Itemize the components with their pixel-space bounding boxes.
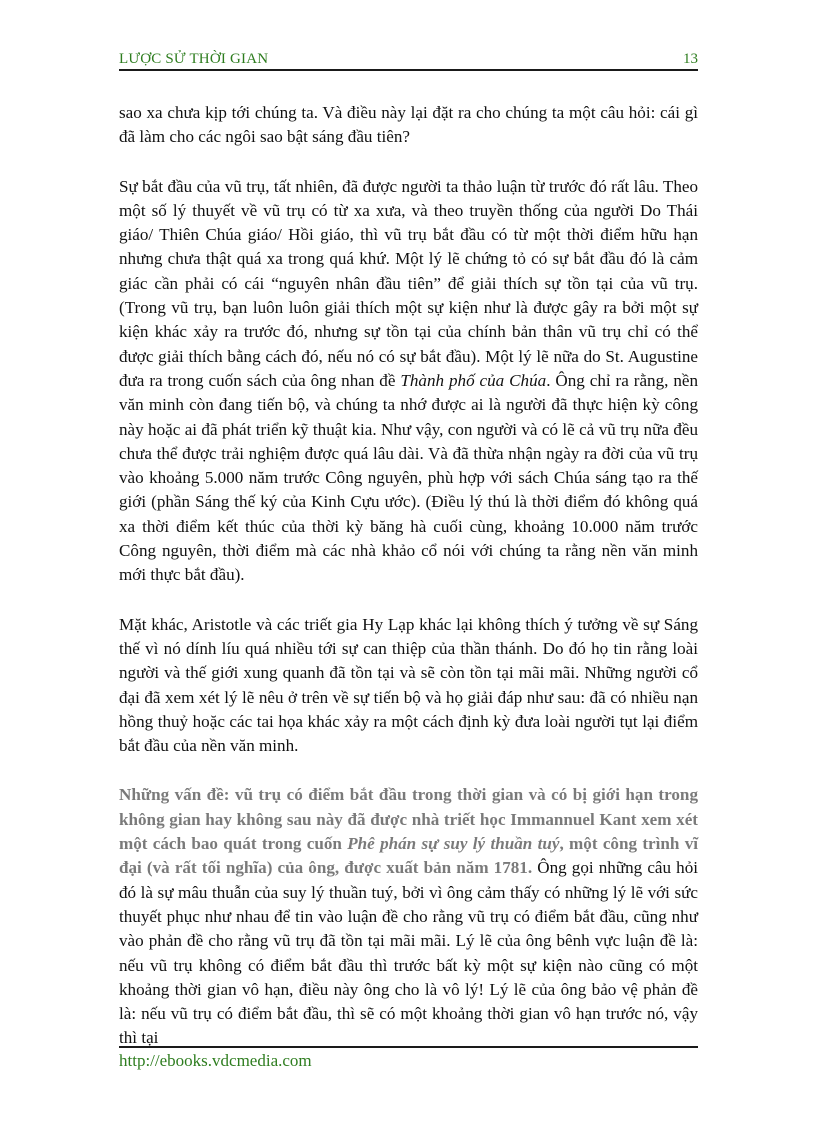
- paragraph-4-emphasis-b: , một công trình vĩ đại (và rất tối nghĩa) của ông, được xuất bản năm 1781.: [119, 834, 699, 878]
- paragraph-2-text-a: Sự bắt đầu của vũ trụ, tất nhiên, đã được người ta thảo luận từ trước đó rất lâu. Theo một số lý thuyết về vũ trụ có từ xa xưa, và theo truyền thống của người Do Thái giáo/ Thiên Chúa giáo/ Hồi giáo, thì vũ trụ bắt đầu có từ một thời điểm hữu hạn nhưng chưa thật quá xa trong quá khứ. Một lý lẽ chứng tỏ có sự bắt đầu đó là cảm giác cần phải có cái “nguyên nhân đầu tiên” để giải thích sự tồn tại của vũ trụ. (Trong vũ trụ, bạn luôn luôn giải thích một sự kiện như là được gây ra bởi một sự kiện khác xảy ra trước đó, nhưng sự tồn tại của chính bản thân vũ trụ chỉ có thể được giải thích bằng cách đó, nếu nó có sự bắt đầu). Một lý lẽ nữa do St. Augustine đưa ra trong cuốn sách của ông nhan đề: [119, 176, 698, 390]
- footer-divider: [119, 1046, 698, 1048]
- paragraph-3: [119, 613, 698, 759]
- paragraph-4: [119, 783, 698, 1050]
- paragraph-1-text: sao xa chưa kịp tới chúng ta. Và điều này lại đặt ra cho chúng ta một câu hỏi: cái gì đã làm cho các ngôi sao bật sáng đầu tiên?: [119, 103, 698, 147]
- book-title: LƯỢC SỬ THỜI GIAN: [119, 51, 269, 67]
- page-number: 13: [683, 51, 698, 67]
- page-body: [119, 101, 698, 1051]
- book-title-city-of-god: Thành phố của Chúa: [400, 370, 547, 390]
- paragraph-2: [119, 175, 698, 588]
- paragraph-2-text-b: . Ông chỉ ra rằng, nền văn minh còn đang tiến bộ, và chúng ta nhớ được ai là người đã thực hiện kỳ công này hoặc ai đã phát triển kỹ thuật kia. Như vậy, con người và có lẽ cả vũ trụ nữa đều chưa thể được trải nghiệm được quá lâu dài. Và đã thừa nhận ngày ra đời của vũ trụ vào khoảng 5.000 năm trước Công nguyên, phù hợp với sách Chúa sáng tạo ra thế giới (phần Sáng thế ký của Kinh Cựu ước). (Điều lý thú là thời điểm đó không quá xa thời điểm kết thúc của thời kỳ băng hà cuối cùng, khoảng 10.000 năm trước Công nguyên, thời điểm mà các nhà khảo cổ nói với chúng ta rằng nền văn minh mới thực bắt đầu).: [119, 370, 699, 585]
- paragraph-4-text: Ông gọi những câu hỏi đó là sự mâu thuẫn của suy lý thuần tuý, bởi vì ông cảm thấy có những lý lẽ với sức thuyết phục như nhau để tin vào luận đề cho rằng vũ trụ có điểm bắt đầu, cũng như vào phản đề cho rằng vũ trụ đã tồn tại mãi mãi. Lý lẽ của ông bênh vực luận đề là: nếu vũ trụ không có điểm bắt đầu thì trước bất kỳ một sự kiện nào cũng có một khoảng thời gian vô hạn, điều này ông cho là vô lý! Lý lẽ của ông bảo vệ phản đề là: nếu vũ trụ có điểm bắt đầu, thì sẽ có một khoảng thời gian vô hạn trước nó, vậy thì tại: [119, 858, 698, 1048]
- running-header: [119, 50, 698, 71]
- paragraph-1: [119, 101, 698, 150]
- book-title-critique-pure-reason: Phê phán sự suy lý thuần tuý: [347, 834, 560, 854]
- paragraph-3-text: Mặt khác, Aristotle và các triết gia Hy Lạp khác lại không thích ý tưởng về sự Sáng thế vì nó dính líu quá nhiều tới sự can thiệp của thần thánh. Do đó họ tin rằng loài người và thế giới xung quanh đã tồn tại và sẽ còn tồn tại mãi mãi. Những người cổ đại đã xem xét lý lẽ nêu ở trên về sự tiến bộ và họ giải đáp như sau: đã có nhiều nạn hồng thuỷ hoặc các tai họa khác xảy ra một cách định kỳ đưa loài người tụt lại điểm bắt đầu của nền văn minh.: [119, 614, 698, 756]
- footer-url[interactable]: http://ebooks.vdcmedia.com: [119, 1051, 312, 1070]
- paragraph-4-emphasis-a: Những vấn đề: vũ trụ có điểm bắt đầu trong thời gian và có bị giới hạn trong không gian hay không sau này đã được nhà triết học Immannuel Kant xem xét một cách bao quát trong cuốn: [119, 785, 698, 854]
